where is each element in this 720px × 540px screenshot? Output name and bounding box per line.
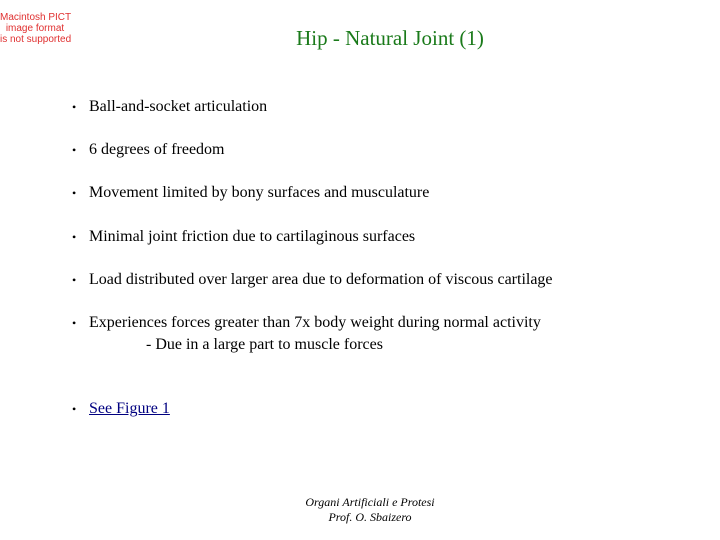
- bullet-text: Ball-and-socket articulation: [89, 98, 268, 115]
- sub-point-text: - Due in a large part to muscle forces: [146, 336, 383, 353]
- bullet-item: [72, 312, 541, 356]
- bullet-item: [72, 226, 415, 248]
- slide-title: Hip - Natural Joint (1): [296, 26, 484, 50]
- bullet-icon: •: [72, 143, 77, 157]
- unsupported-image-placeholder: [0, 12, 70, 45]
- bullet-icon: •: [72, 402, 77, 416]
- see-figure-link[interactable]: See Figure 1: [89, 400, 170, 417]
- bullet-item: [72, 182, 429, 204]
- bullet-text: Movement limited by bony surfaces and musculature: [89, 184, 430, 201]
- footer-course: Organi Artificiali e Protesi: [305, 495, 435, 509]
- bullet-icon: •: [72, 100, 77, 114]
- bullet-icon: •: [72, 186, 77, 200]
- bullet-item: [72, 139, 225, 161]
- slide-footer: [220, 495, 520, 525]
- placeholder-line: is not supported: [0, 34, 72, 45]
- placeholder-line: Macintosh PICT: [0, 12, 72, 23]
- bullet-text: Load distributed over larger area due to deformation of viscous cartilage: [89, 271, 553, 288]
- bullet-icon: •: [72, 230, 77, 244]
- bullet-icon: •: [72, 273, 77, 287]
- bullet-text: Experiences forces greater than 7x body weight during normal activity: [89, 314, 541, 331]
- bullet-item: [72, 398, 170, 420]
- bullet-text: 6 degrees of freedom: [89, 141, 225, 158]
- bullet-item: [72, 269, 553, 291]
- bullet-item: [72, 96, 267, 118]
- bullet-text: Minimal joint friction due to cartilaginous surfaces: [89, 228, 416, 245]
- footer-professor: Prof. O. Sbaizero: [328, 510, 412, 524]
- placeholder-line: image format: [5, 23, 65, 34]
- bullet-icon: •: [72, 316, 77, 330]
